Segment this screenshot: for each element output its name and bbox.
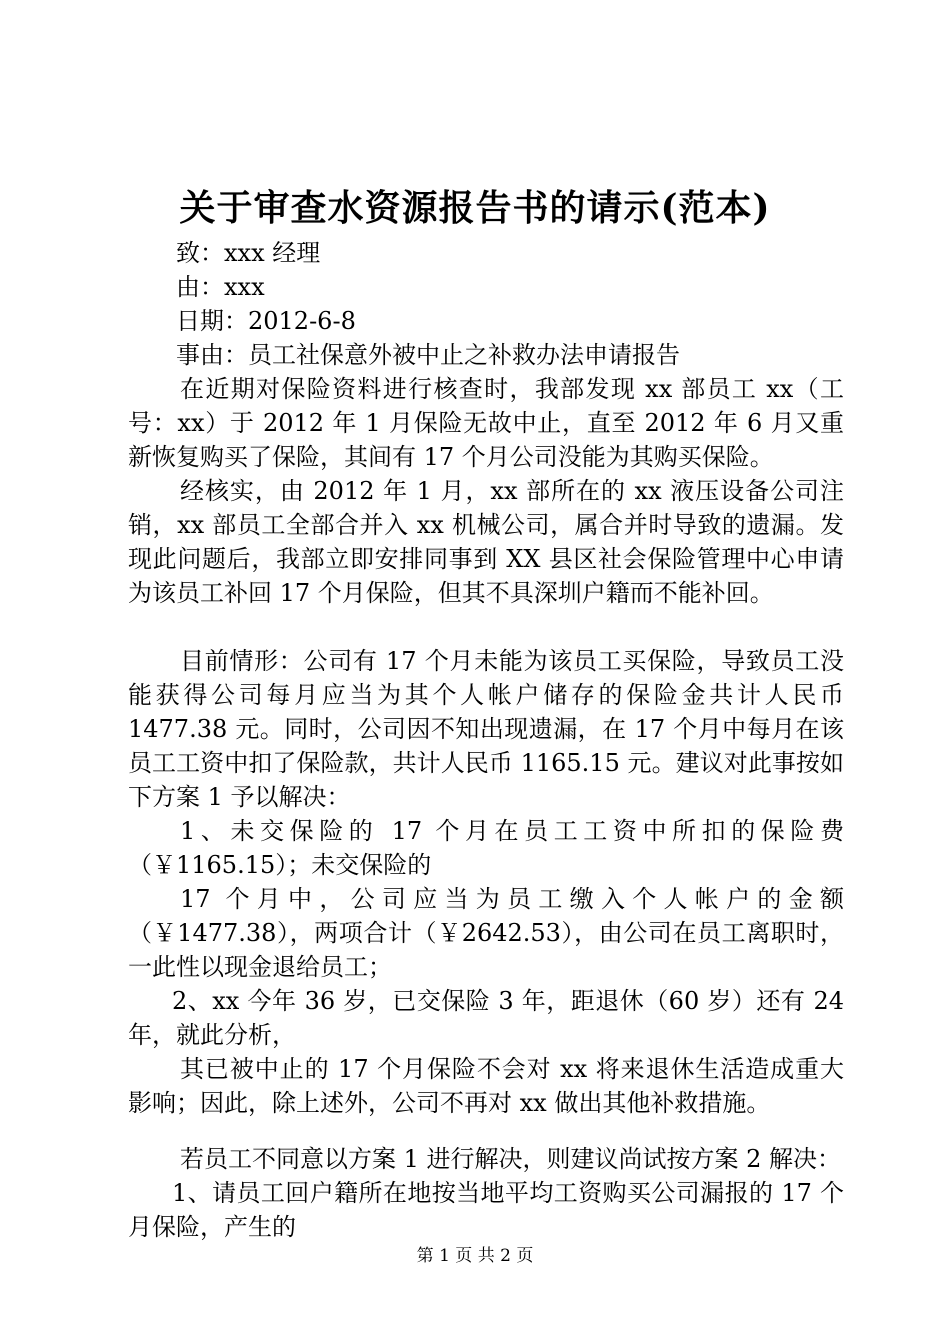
paragraph-discovery: 在近期对保险资料进行核查时，我部发现 xx 部员工 xx（工号：xx）于 2012 年 1 月保险无故中止，直至 2012 年 6 月又重新恢复购买了保险，其间有 17 个月公司没能为其购买保险。 [128,375,844,471]
paragraph-current-situation: 目前情形：公司有 17 个月未能为该员工买保险，导致员工没能获得公司每月应当为其个人帐户储存的保险金共计人民币 1477.38 元。同时，公司因不知出现遗漏，在 17 个月中每月在该员工工资中扣了保险款，共计人民币 1165.15 元。建议对此事按如下方案 1 予以解决： [128,647,844,811]
plan-1-item-2-cont: 其已被中止的 17 个月保险不会对 xx 将来退休生活造成重大影响；因此，除上述外，公司不再对 xx 做出其他补救措施。 [128,1055,844,1117]
plan-1-item-1: 1、未交保险的 17 个月在员工工资中所扣的保险费（￥1165.15）；未交保险的 [128,817,844,879]
paragraph-spacer [128,1120,844,1142]
page-number-footer: 第 1 页 共 2 页 [416,1246,534,1266]
plan-2-item-1: 1、请员工回户籍所在地按当地平均工资购买公司漏报的 17 个月保险，产生的 [128,1179,844,1241]
plan-1-item-2: 2、xx 今年 36 岁，已交保险 3 年，距退休（60 岁）还有 24 年，就此分析， [128,987,844,1049]
paragraph-plan-2-intro: 若员工不同意以方案 1 进行解决，则建议尚试按方案 2 解决： [180,1145,842,1173]
addressee-line: 致：xxx 经理 [176,239,321,267]
document-body [128,236,844,1244]
paragraph-verification: 经核实，由 2012 年 1 月，xx 部所在的 xx 液压设备公司注销，xx 部员工全部合并入 xx 机械公司，属合并时导致的遗漏。发现此问题后，我部立即安排同事到 XX 县区社会保险管理中心申请为该员工补回 17 个月保险，但其不具深圳户籍而不能补回。 [128,477,844,607]
paragraph-spacer [128,610,844,644]
document-title: 关于审查水资源报告书的请示(范本) [179,187,771,229]
date-line: 日期：2012-6-8 [176,307,356,335]
plan-1-item-1-cont: 17 个月中，公司应当为员工缴入个人帐户的金额（￥1477.38），两项合计（￥2642.53），由公司在员工离职时，一此性以现金退给员工； [128,885,844,981]
subject-line: 事由：员工社保意外被中止之补救办法申请报告 [176,341,680,369]
sender-line: 由：xxx [176,273,265,301]
